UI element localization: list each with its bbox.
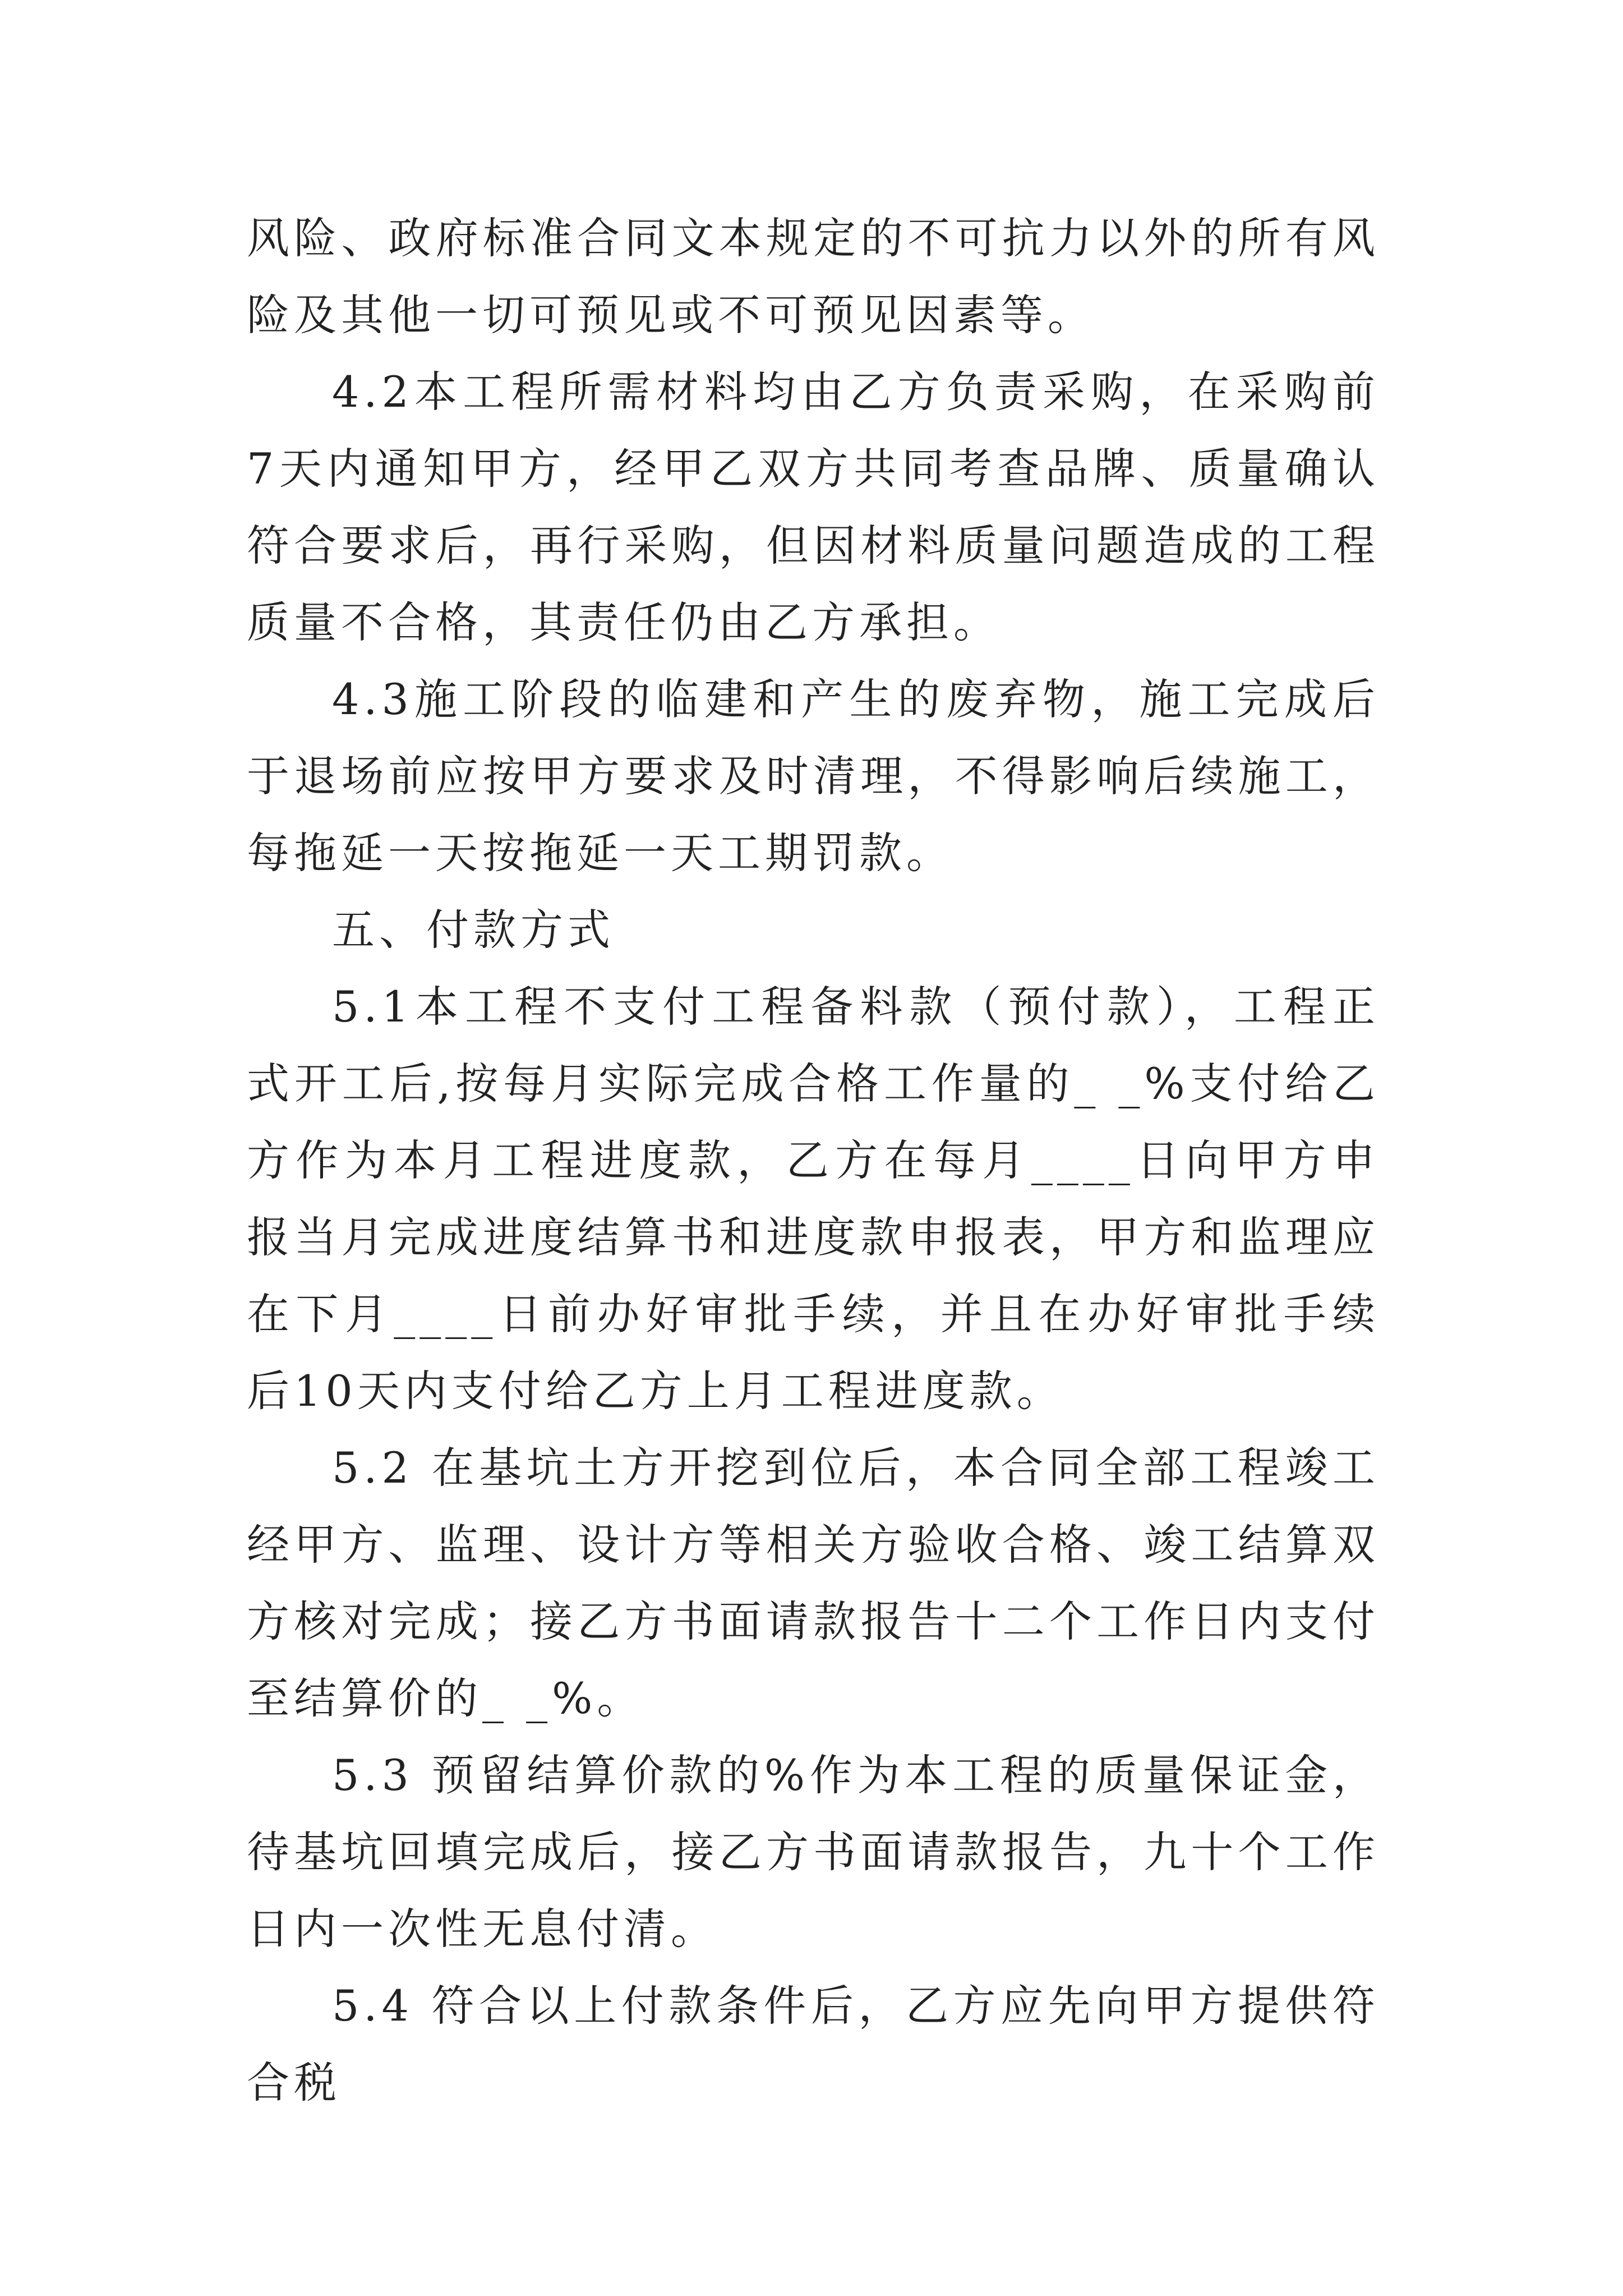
contract-body	[247, 200, 1380, 2121]
paragraph-4-3: 4.3施工阶段的临建和产生的废弃物，施工完成后于退场前应按甲方要求及时清理，不得影响后续施工，每拖延一天按拖延一天工期罚款。	[247, 674, 1380, 878]
section-heading-payment: 五、付款方式	[332, 905, 615, 955]
paragraph-5-4: 5.4 符合以上付款条件后，乙方应先向甲方提供符合税	[247, 1981, 1380, 2108]
paragraph-continuation: 风险、政府标准合同文本规定的不可抗力以外的所有风险及其他一切可预见或不可预见因素等。	[247, 213, 1380, 340]
paragraph-4-2: 4.2本工程所需材料均由乙方负责采购，在采购前7天内通知甲方，经甲乙双方共同考查品牌、质量确认符合要求后，再行采购，但因材料质量问题造成的工程质量不合格，其责任仍由乙方承担。	[247, 367, 1380, 647]
paragraph-5-3: 5.3 预留结算价款的%作为本工程的质量保证金，待基坑回填完成后，接乙方书面请款报告，九十个工作日内一次性无息付清。	[247, 1750, 1380, 1954]
paragraph-5-1: 5.1本工程不支付工程备料款（预付款），工程正式开工后,按每月实际完成合格工作量的_ _%支付给乙方作为本月工程进度款，乙方在每月____日向甲方申报当月完成进度结算书和进度款申报表，甲方和监理应在下月____日前办好审批手续，并且在办好审批手续后10天内支付给乙方上月工程进度款。	[247, 982, 1380, 1416]
paragraph-5-2: 5.2 在基坑土方开挖到位后，本合同全部工程竣工经甲方、监理、设计方等相关方验收合格、竣工结算双方核对完成；接乙方书面请款报告十二个工作日内支付至结算价的_ _%。	[247, 1443, 1380, 1723]
